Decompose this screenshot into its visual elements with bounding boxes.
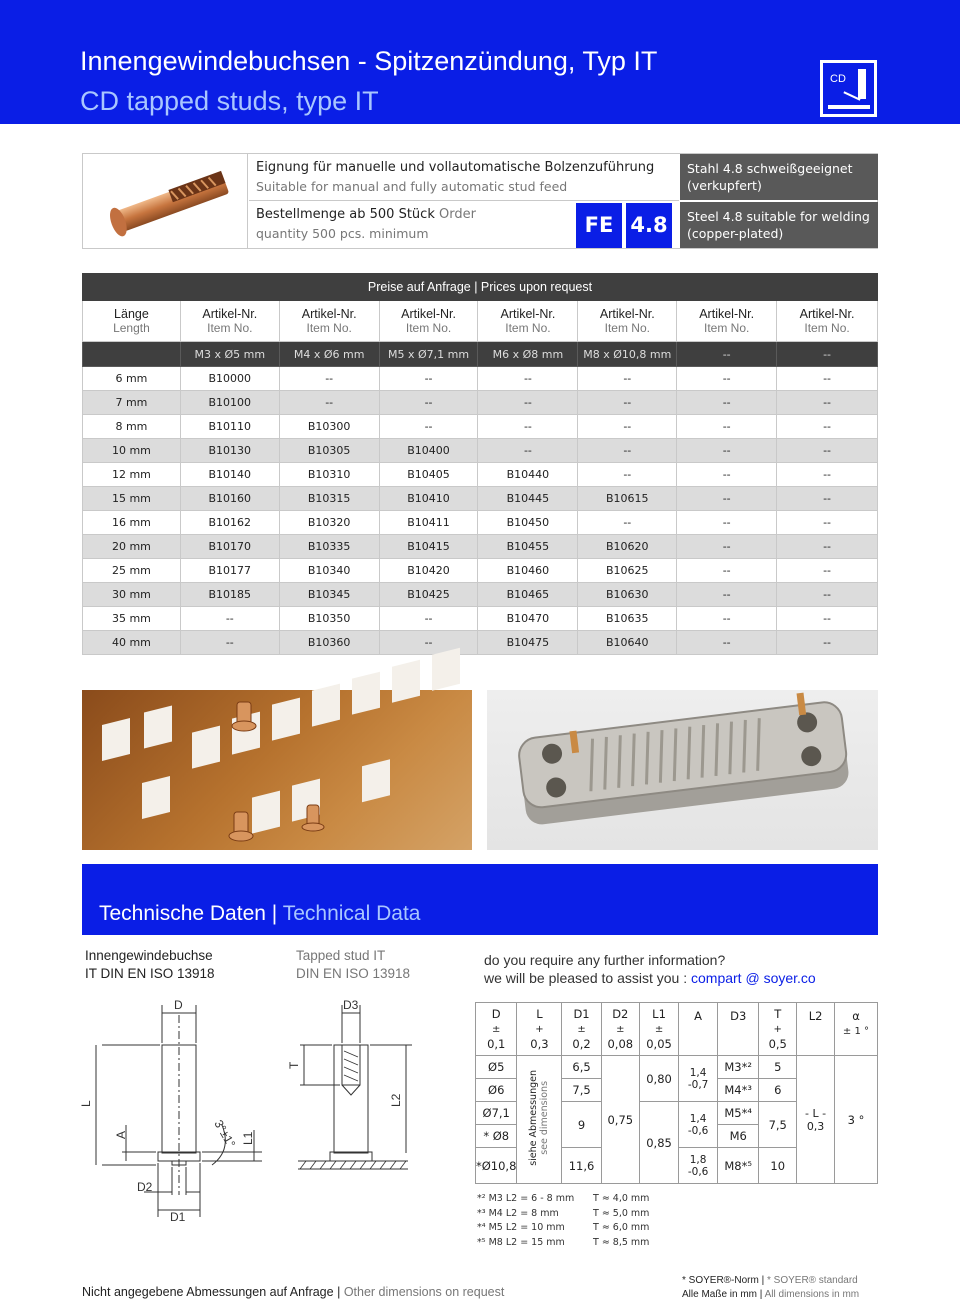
item-cell: -- — [578, 463, 677, 487]
length-cell: 10 mm — [83, 439, 181, 463]
item-cell: B10320 — [279, 511, 379, 535]
table-row — [83, 607, 878, 631]
dim-label-d3: D3 — [343, 998, 359, 1012]
table-row — [83, 415, 878, 439]
length-cell: 12 mm — [83, 463, 181, 487]
item-cell: -- — [279, 367, 379, 391]
item-cell: -- — [578, 439, 677, 463]
length-cell: 40 mm — [83, 631, 181, 655]
item-cell: -- — [677, 415, 777, 439]
item-cell: B10360 — [279, 631, 379, 655]
dim-label-d2: D2 — [137, 1180, 153, 1194]
item-cell: -- — [677, 631, 777, 655]
item-cell: B10177 — [180, 559, 279, 583]
item-cell: -- — [777, 463, 878, 487]
item-cell: B10620 — [578, 535, 677, 559]
length-cell: 16 mm — [83, 511, 181, 535]
length-cell: 30 mm — [83, 583, 181, 607]
item-cell: -- — [777, 631, 878, 655]
page-header — [0, 0, 960, 124]
technical-data-banner: Technische Daten | Technical Data — [82, 864, 878, 935]
dim-label-t: T — [287, 1061, 301, 1069]
technical-drawing — [79, 995, 422, 1235]
contact-email-link[interactable]: compart @ soyer.co — [691, 970, 816, 986]
item-cell: B10300 — [279, 415, 379, 439]
length-cell: 8 mm — [83, 415, 181, 439]
item-cell: -- — [478, 367, 578, 391]
item-cell: -- — [478, 439, 578, 463]
dim-label-d1: D1 — [170, 1210, 186, 1224]
cd-welding-logo-icon — [820, 60, 877, 117]
item-cell: B10415 — [379, 535, 478, 559]
item-cell: -- — [180, 631, 279, 655]
material-badge-fe: FE — [576, 203, 622, 248]
table-row — [83, 559, 878, 583]
item-cell: B10640 — [578, 631, 677, 655]
dim-label-d: D — [174, 998, 183, 1012]
item-cell: B10410 — [379, 487, 478, 511]
item-cell: B10340 — [279, 559, 379, 583]
item-cell: -- — [777, 391, 878, 415]
item-cell: B10130 — [180, 439, 279, 463]
steel-info-de: Stahl 4.8 schweißgeeignet (verkupfert) — [680, 154, 878, 200]
stud-label-de: Innengewindebuchse IT DIN EN ISO 13918 — [85, 948, 215, 981]
item-cell: -- — [279, 391, 379, 415]
item-cell: -- — [777, 487, 878, 511]
item-cell: -- — [578, 511, 677, 535]
item-cell: B10170 — [180, 535, 279, 559]
item-cell: -- — [777, 559, 878, 583]
item-cell: B10440 — [478, 463, 578, 487]
application-photo-copper-panel — [82, 690, 472, 850]
item-cell: -- — [777, 415, 878, 439]
item-cell: -- — [677, 367, 777, 391]
table-row — [83, 439, 878, 463]
item-cell: B10160 — [180, 487, 279, 511]
dim-label-l1: L1 — [241, 1131, 255, 1145]
dim-label-l: L — [79, 1100, 93, 1107]
item-cell: B10635 — [578, 607, 677, 631]
item-cell: B10305 — [279, 439, 379, 463]
price-table-dims-row: M3 x Ø5 mm M4 x Ø6 mm M5 x Ø7,1 mm M6 x Ø8 mm M8 x Ø10,8 mm -- -- — [83, 342, 878, 367]
item-cell: -- — [677, 535, 777, 559]
item-cell: B10162 — [180, 511, 279, 535]
item-cell: B10315 — [279, 487, 379, 511]
technical-title-de: Technische Daten — [99, 902, 266, 925]
dimensions-table: D ± 0,1 L + 0,3 D1 ± 0,2 D2 ± 0,08 L1 ± 0,05 A D3 T + 0,5 L2 α ± 1 ° Ø5 siehe Abmessungen see dimensions 6,5 0,75 0,80 1,4 -0,7 M3*² 5 - L - 0,3 3 ° Ø6 7,5 M4*³ 6 Ø7,1 9 0,85 1,4 -0,6 M5*⁴ 7,5 * Ø8 M6 *Ø10,8 11,6 1,8 -0,6 M8*⁵ 10 — [475, 1002, 878, 1184]
application-photo-heat-exchanger — [487, 690, 878, 850]
dim-label-l2: L2 — [389, 1093, 403, 1107]
item-cell: B10310 — [279, 463, 379, 487]
price-table — [82, 273, 878, 655]
item-cell: -- — [677, 439, 777, 463]
item-cell: B10400 — [379, 439, 478, 463]
length-cell: 6 mm — [83, 367, 181, 391]
length-cell: 15 mm — [83, 487, 181, 511]
item-cell: B10000 — [180, 367, 279, 391]
item-cell: -- — [578, 367, 677, 391]
item-cell: B10465 — [478, 583, 578, 607]
item-cell: B10450 — [478, 511, 578, 535]
item-cell: -- — [379, 607, 478, 631]
length-cell: 7 mm — [83, 391, 181, 415]
item-cell: B10350 — [279, 607, 379, 631]
item-cell: B10445 — [478, 487, 578, 511]
item-cell: -- — [777, 511, 878, 535]
item-cell: -- — [677, 607, 777, 631]
product-info-box — [82, 153, 878, 249]
cd-logo-label: CD — [830, 73, 846, 85]
item-cell: -- — [478, 391, 578, 415]
item-cell: -- — [777, 439, 878, 463]
item-cell: -- — [379, 391, 478, 415]
item-cell: B10615 — [578, 487, 677, 511]
table-row — [83, 631, 878, 655]
item-cell: B10630 — [578, 583, 677, 607]
length-cell: 35 mm — [83, 607, 181, 631]
item-cell: -- — [379, 415, 478, 439]
table-row — [83, 511, 878, 535]
price-table-header: Länge Length Artikel-Nr. Item No. Artikel-Nr. Item No. Artikel-Nr. Item No. Artikel-Nr. Item No. Artikel-Nr. Item No. Artikel-Nr. Item No. Artikel-Nr. Item No. — [83, 301, 878, 342]
item-cell: B10625 — [578, 559, 677, 583]
item-cell: -- — [777, 607, 878, 631]
item-cell: -- — [777, 535, 878, 559]
item-cell: -- — [777, 583, 878, 607]
item-cell: B10460 — [478, 559, 578, 583]
dim-label-angle: 3°±1° — [211, 1117, 239, 1151]
item-cell: -- — [777, 367, 878, 391]
title-de: Innengewindebuchsen - Spitzenzündung, Typ IT — [80, 46, 658, 76]
item-cell: -- — [578, 415, 677, 439]
item-cell: B10100 — [180, 391, 279, 415]
item-cell: -- — [677, 391, 777, 415]
item-cell: B10345 — [279, 583, 379, 607]
table-row — [83, 535, 878, 559]
length-cell: 25 mm — [83, 559, 181, 583]
item-cell: B10335 — [279, 535, 379, 559]
feed-suitability: Eignung für manuelle und vollautomatische Bolzenzuführung Suitable for manual and fully automatic stud feed — [249, 154, 679, 201]
item-cell: -- — [578, 391, 677, 415]
steel-info-en: Steel 4.8 suitable for welding (copper-plated) — [680, 202, 878, 248]
item-cell: -- — [180, 607, 279, 631]
item-cell: B10420 — [379, 559, 478, 583]
price-table-caption: Preise auf Anfrage | Prices upon request — [83, 274, 878, 301]
item-cell: -- — [677, 463, 777, 487]
item-cell: -- — [677, 559, 777, 583]
table-row — [83, 367, 878, 391]
item-cell: B10110 — [180, 415, 279, 439]
item-cell: -- — [677, 583, 777, 607]
item-cell: B10405 — [379, 463, 478, 487]
item-cell: B10411 — [379, 511, 478, 535]
grade-badge-48: 4.8 — [626, 203, 672, 248]
table-row — [83, 487, 878, 511]
item-cell: -- — [677, 511, 777, 535]
technical-title-en: Technical Data — [282, 902, 421, 925]
dim-label-a: A — [114, 1130, 128, 1139]
item-cell: B10470 — [478, 607, 578, 631]
item-cell: -- — [379, 367, 478, 391]
footer-legend: * SOYER®-Norm | * SOYER® standard Alle Maße in mm | All dimensions in mm — [682, 1275, 860, 1300]
item-cell: B10425 — [379, 583, 478, 607]
table-row — [83, 583, 878, 607]
item-cell: -- — [379, 631, 478, 655]
item-cell: B10475 — [478, 631, 578, 655]
stud-label-en: Tapped stud IT DIN EN ISO 13918 — [296, 948, 411, 981]
item-cell: B10140 — [180, 463, 279, 487]
length-cell: 20 mm — [83, 535, 181, 559]
footer-note: Nicht angegebene Abmessungen auf Anfrage | Other dimensions on request — [82, 1285, 505, 1299]
stud-product-image — [83, 154, 248, 248]
footnotes: *² M3 L2 = 6 - 8 mm *³ M4 L2 = 8 mm *⁴ M5 L2 = 10 mm *⁵ M8 L2 = 15 mm T ≈ 4,0 mm T ≈ 5,0 mm T ≈ 6,0 mm T ≈ 8,5 mm — [477, 1193, 650, 1248]
item-cell: B10185 — [180, 583, 279, 607]
title-en: CD tapped studs, type IT — [80, 86, 379, 116]
dimensions-header-row: D ± 0,1 L + 0,3 D1 ± 0,2 D2 ± 0,08 L1 ± 0,05 A D3 T + 0,5 L2 α ± 1 ° — [476, 1003, 878, 1056]
item-cell: B10455 — [478, 535, 578, 559]
item-cell: -- — [478, 415, 578, 439]
item-cell: -- — [677, 487, 777, 511]
order-quantity: Bestellmenge ab 500 Stück Order quantity 500 pcs. minimum — [256, 207, 476, 241]
contact-prompt: do you require any further information? we will be pleased to assist you : compart @ soyer.co — [484, 952, 816, 986]
table-row — [83, 391, 878, 415]
table-row — [83, 463, 878, 487]
